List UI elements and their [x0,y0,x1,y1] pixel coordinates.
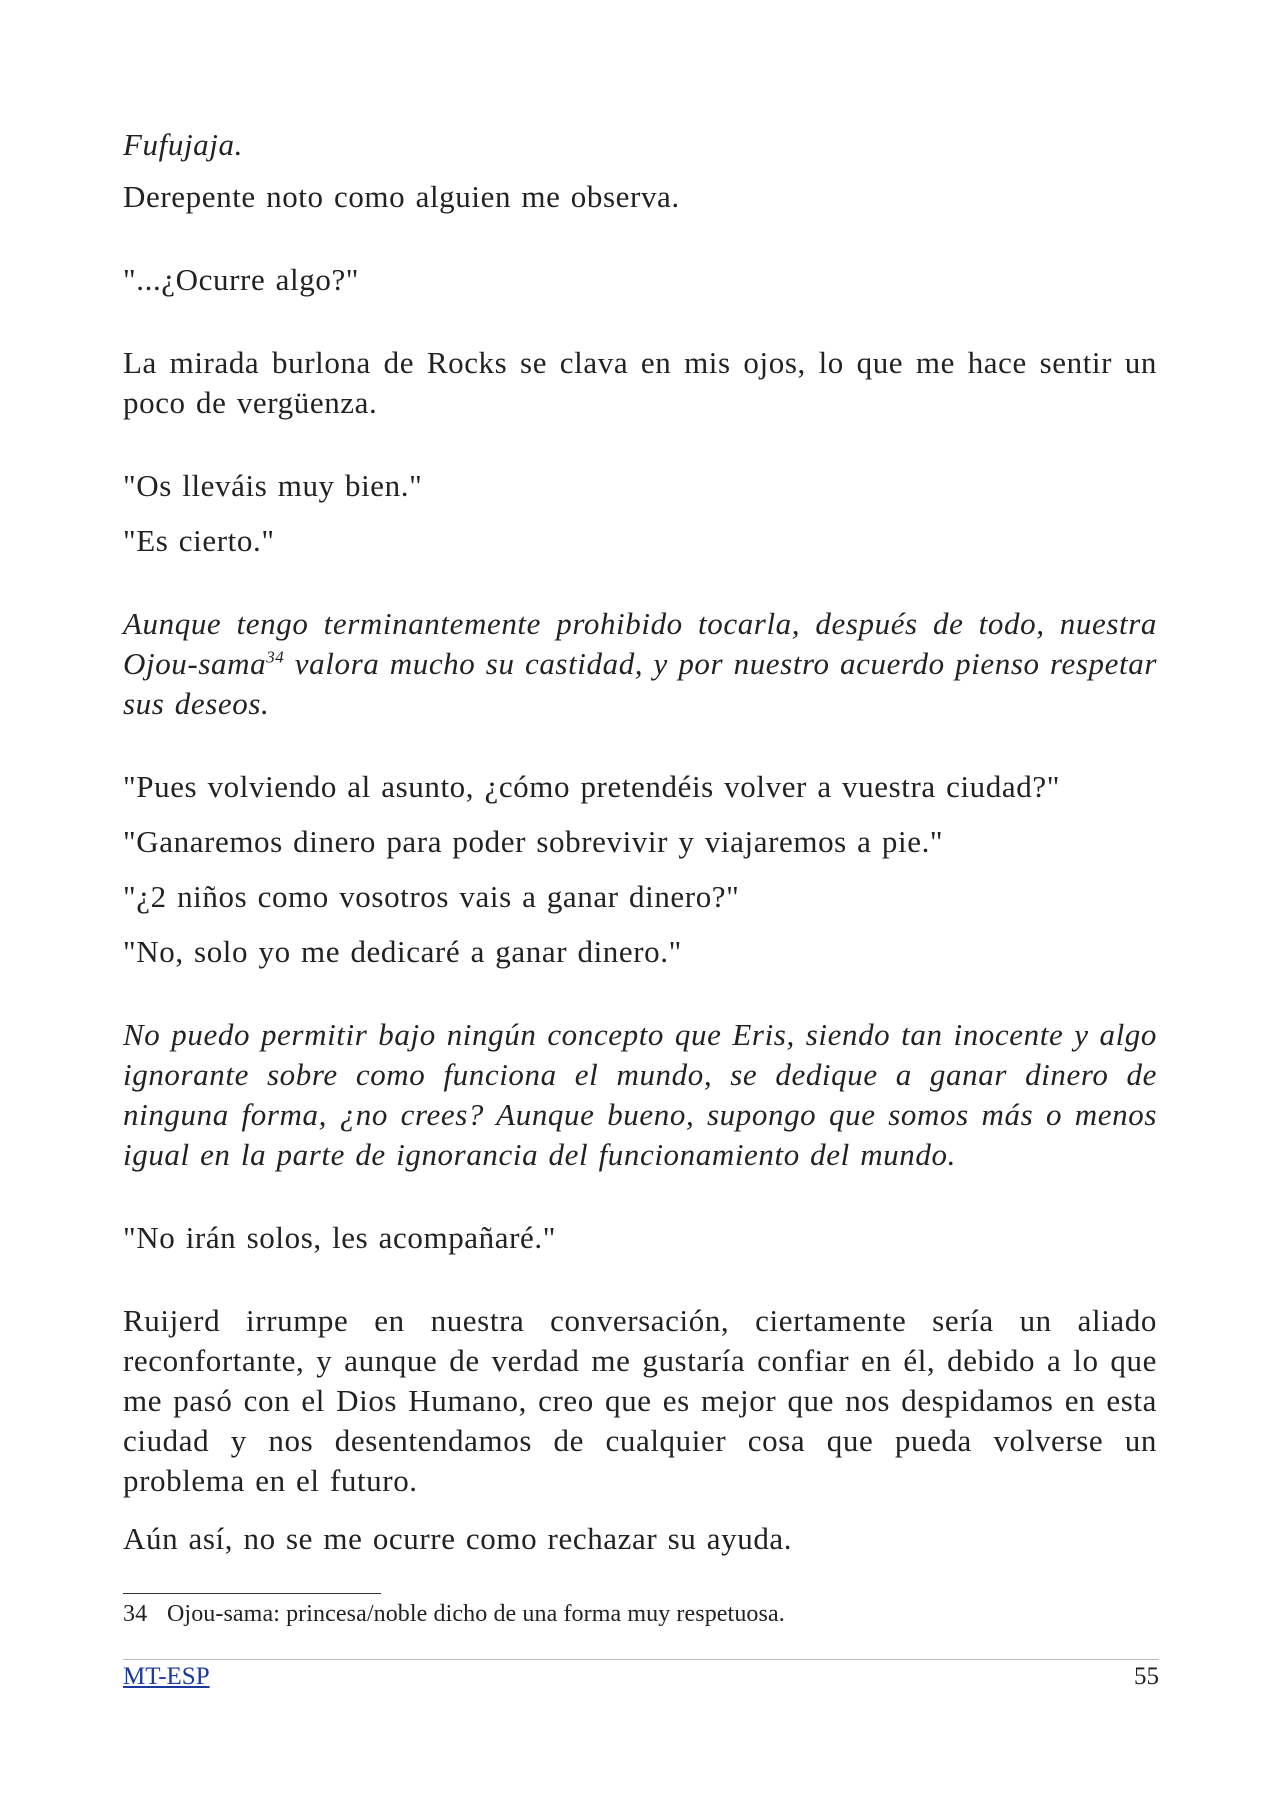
footnote-text: Ojou-sama: princesa/noble dicho de una forma muy respetuosa. [167,1601,785,1627]
paragraph-mirada-burlona: La mirada burlona de Rocks se clava en mis ojos, lo que me hace sentir un poco de vergüenza. [123,345,1157,420]
footnote-number: 34 [123,1601,148,1627]
dialogue-os-llevais: "Os lleváis muy bien." [123,468,423,503]
paragraph-aunque-tengo [123,604,1157,724]
paragraph-aunque-tengo-end: valora mucho su castidad, y por nuestro acuerdo pienso respetar sus deseos. [123,646,1157,721]
footer-separator [123,1659,1159,1660]
dialogue-no-iran-solos: "No irán solos, les acompañaré." [123,1220,556,1255]
paragraph-observa: Derepente noto como alguien me observa. [123,179,680,214]
footnote-separator [123,1593,381,1594]
paragraph-fufujaja: Fufujaja. [123,127,243,162]
footnote-reference[interactable]: 34 [266,647,285,667]
paragraph-aunque-tengo-start: Aunque tengo terminantemente prohibido tocarla, después de todo, nuestra Ojou-sama [123,606,1157,681]
dialogue-dos-ninos: "¿2 niños como vosotros vais a ganar dinero?" [123,879,740,914]
paragraph-aun-asi: Aún así, no se me ocurre como rechazar su ayuda. [123,1521,793,1556]
dialogue-ganaremos-dinero: "Ganaremos dinero para poder sobrevivir y viajaremos a pie." [123,824,944,859]
dialogue-ocurre-algo: "...¿Ocurre algo?" [123,262,360,297]
dialogue-es-cierto: "Es cierto." [123,523,275,558]
dialogue-pues-volviendo: "Pues volviendo al asunto, ¿cómo pretendéis volver a vuestra ciudad?" [123,769,1060,804]
footnote [123,1597,1157,1631]
dialogue-solo-yo: "No, solo yo me dedicaré a ganar dinero." [123,934,682,969]
page-number: 55 [1134,1663,1159,1690]
paragraph-no-puedo-permitir: No puedo permitir bajo ningún concepto que Eris, siendo tan inocente y algo ignorante sobre como funciona el mundo, se dedique a ganar dinero de ninguna forma, ¿no crees? Aunque bueno, supongo que somos más o menos igual en la parte de ignorancia del funcionamiento del mundo. [123,1017,1157,1172]
footer-link-mt-esp[interactable]: MT-ESP [123,1663,210,1690]
paragraph-ruijerd-irrumpe: Ruijerd irrumpe en nuestra conversación, ciertamente sería un aliado reconfortante, y aunque de verdad me gustaría confiar en él, debido a lo que me pasó con el Dios Humano, creo que es mejor que nos despidamos en esta ciudad y nos desentendamos de cualquier cosa que pueda volverse un problema en el futuro. [123,1303,1157,1498]
